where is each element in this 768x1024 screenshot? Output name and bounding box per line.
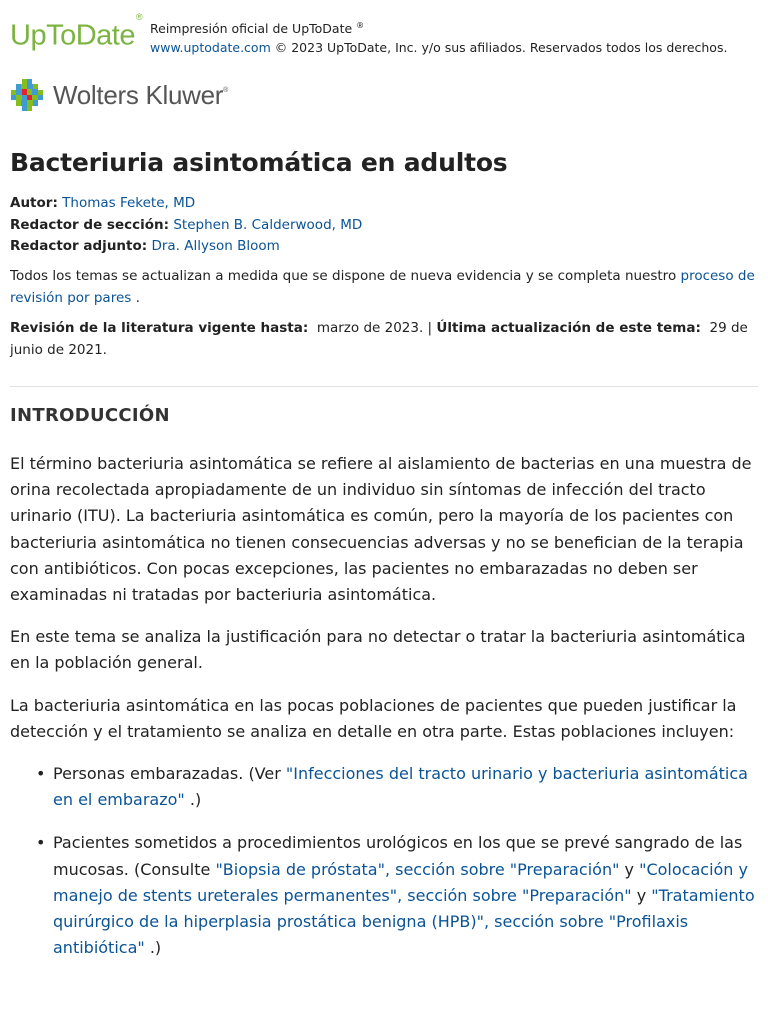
- paragraph-populations: La bacteriuria asintomática en las pocas poblaciones de pacientes que pueden justificar la detección y el tratamiento se analiza en detalle en otra parte. Estas poblaciones incluyen:: [10, 695, 737, 741]
- list-item-text: Pacientes sometidos a procedimientos urológicos en los que se prevé sangrado de las mucosas. (Consulte: [53, 833, 743, 879]
- uptodate-logo[interactable]: [10, 14, 142, 53]
- updated-value: 29 de junio de 2021.: [10, 320, 748, 358]
- deputy-editor-link[interactable]: Dra. Allyson Bloom: [151, 238, 280, 254]
- bullet: •: [36, 764, 46, 784]
- publisher-name: [53, 80, 228, 111]
- divider: [10, 386, 758, 387]
- list-item-text: Personas embarazadas. (Ver: [53, 764, 286, 784]
- author-row: [10, 193, 362, 215]
- update-note-text: Todos los temas se actualizan a medida que se dispone de nueva evidencia y se completa nuestro: [10, 268, 681, 284]
- populations-list: [10, 761, 758, 961]
- wolters-kluwer-logo-icon: [10, 78, 44, 112]
- list-item-end: .): [144, 938, 162, 958]
- list-item: [36, 761, 758, 813]
- ureteral-stents-link[interactable]: "Colocación y manejo de stents ureterales permanentes", sección sobre "Preparación": [53, 859, 748, 905]
- article-credits: [10, 193, 362, 258]
- deputy-editor-label: Redactor adjunto:: [10, 238, 148, 254]
- copyright-text: © 2023 UpToDate, Inc. y/o sus afiliados. Reservados todos los derechos.: [270, 40, 728, 56]
- review-value: marzo de 2023.: [316, 320, 424, 336]
- deputy-editor-row: [10, 236, 362, 258]
- bph-surgery-link[interactable]: "Tratamiento quirúrgico de la hiperplasia prostática benigna (HPB)", sección sobre "Profilaxis antibiótica": [53, 885, 755, 958]
- publisher-name-text: Wolters Kluwer: [53, 80, 224, 110]
- registered-mark: ®: [135, 12, 143, 22]
- update-note: [10, 266, 758, 309]
- article-body: [10, 451, 758, 978]
- list-item-end: .): [184, 790, 202, 810]
- review-dates: [10, 318, 758, 361]
- author-link[interactable]: Thomas Fekete, MD: [62, 195, 196, 211]
- reprint-notice: [150, 16, 727, 57]
- paragraph-scope: En este tema se analiza la justificación para no detectar o tratar la bacteriuria asintomática en la población general.: [10, 627, 746, 673]
- site-link[interactable]: www.uptodate.com: [150, 40, 271, 56]
- paragraph-definition: El término bacteriuria asintomática se refiere al aislamiento de bacterias en una muestra de orina recolectada apropiadamente de un individuo sin síntomas de infección del tracto urinario (ITU). La bacteriuria asintomática es común, pero la mayoría de los pacientes con bacteriuria asintomática no tienen consecuencias adversas y no se benefician de la terapia con antibióticos. Con pocas excepciones, las pacientes no embarazadas no deben ser examinadas ni tratadas por bacteriuria asintomática.: [10, 454, 752, 605]
- prostate-biopsy-link[interactable]: "Biopsia de próstata", sección sobre "Preparación": [215, 859, 620, 879]
- reprint-line: Reimpresión oficial de UpToDate: [150, 21, 353, 37]
- peer-review-link[interactable]: proceso de revisión por pares: [10, 268, 755, 306]
- review-label: Revisión de la literatura vigente hasta:: [10, 320, 309, 336]
- conjunction: y: [619, 859, 640, 879]
- section-heading: INTRODUCCIÓN: [10, 405, 170, 426]
- pregnancy-uti-link[interactable]: "Infecciones del tracto urinario y bacteriuria asintomática en el embarazo": [53, 764, 748, 810]
- article-title: Bacteriuria asintomática en adultos: [10, 148, 508, 177]
- uptodate-logo-text: UpToDate: [10, 19, 135, 52]
- section-editor-link[interactable]: Stephen B. Calderwood, MD: [173, 216, 363, 233]
- bullet: •: [36, 833, 46, 853]
- updated-label: Última actualización de este tema:: [436, 320, 701, 336]
- publisher-registered-mark: ®: [223, 87, 229, 95]
- list-item: [36, 830, 758, 961]
- update-note-end: .: [131, 289, 140, 306]
- page-header: [10, 14, 758, 54]
- author-label: Autor:: [10, 195, 58, 211]
- section-editor-label: Redactor de sección:: [10, 216, 170, 233]
- conjunction: y: [631, 885, 652, 905]
- date-separator: |: [423, 320, 437, 336]
- section-editor-row: [10, 215, 362, 237]
- reprint-registered-mark: ®: [356, 21, 365, 30]
